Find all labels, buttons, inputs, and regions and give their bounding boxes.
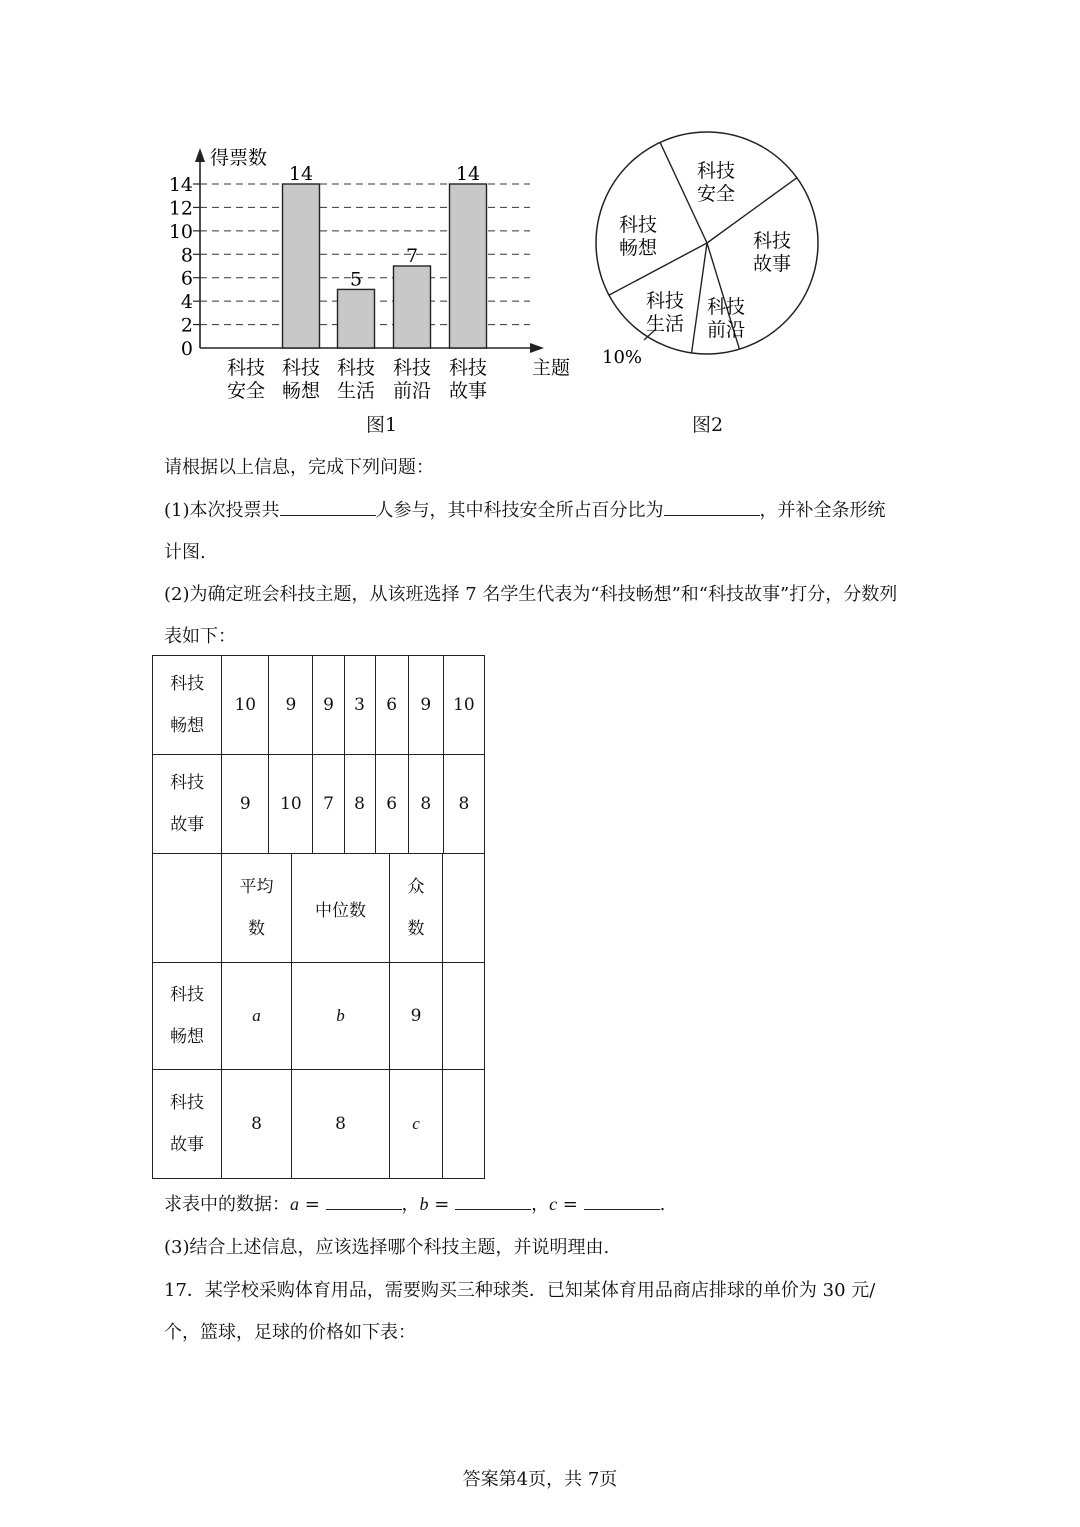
x-tick-label: 故事 bbox=[448, 380, 488, 402]
var-b: b bbox=[419, 1194, 429, 1214]
score-cell: 9 bbox=[269, 656, 313, 755]
comma: ， bbox=[401, 1194, 420, 1215]
y-axis-title: 得票数 bbox=[210, 147, 268, 169]
y-axis-arrow bbox=[195, 148, 205, 162]
score-cell: 10 bbox=[269, 755, 313, 854]
x-tick-label: 科技 bbox=[226, 357, 266, 379]
question-17: 17．某学校采购体育用品，需要购买三种球类．已知某体育用品商店排球的单价为 30 元/ bbox=[164, 1280, 876, 1301]
y-tick-label: 6 bbox=[180, 267, 193, 290]
stat-cell: 9 bbox=[390, 963, 443, 1070]
page-footer: 答案第4页，共 7页 bbox=[462, 1469, 618, 1490]
bar bbox=[338, 289, 375, 348]
score-cell: 6 bbox=[375, 656, 408, 755]
question-1-cont: 计图. bbox=[164, 542, 206, 563]
stat-cell: a bbox=[222, 963, 292, 1070]
row-label: 科技 故事 bbox=[153, 755, 222, 854]
slice-annotation: 10% bbox=[602, 347, 643, 368]
slice-label: 安全 bbox=[696, 183, 736, 205]
bar-value-label: 14 bbox=[455, 163, 481, 185]
question-2-cont: 表如下： bbox=[164, 626, 236, 647]
slice-label: 畅想 bbox=[618, 237, 658, 259]
comma: ， bbox=[531, 1194, 550, 1215]
score-cell: 3 bbox=[344, 656, 375, 755]
question-3: (3)结合上述信息，应该选择哪个科技主题，并说明理由. bbox=[164, 1237, 610, 1258]
x-tick-label: 生活 bbox=[336, 380, 376, 402]
y-tick-label: 8 bbox=[180, 244, 193, 267]
slice-label: 科技 bbox=[618, 214, 658, 236]
stat-cell: c bbox=[390, 1070, 443, 1179]
slice-label: 科技 bbox=[645, 290, 685, 312]
bar-value-label: 7 bbox=[405, 245, 419, 267]
header-mode: 众 数 bbox=[390, 854, 443, 963]
score-cell: 9 bbox=[222, 755, 269, 854]
y-tick-label: 14 bbox=[168, 174, 193, 196]
score-cell: 8 bbox=[443, 755, 484, 854]
q1-text-3: ，并补全条形统 bbox=[759, 500, 886, 521]
slice-label: 科技 bbox=[706, 296, 746, 318]
scores-table bbox=[152, 655, 485, 854]
question-1 bbox=[164, 496, 886, 522]
y-tick-label: 10 bbox=[168, 220, 193, 243]
score-cell: 9 bbox=[313, 656, 344, 755]
q1-text-2: 人参与，其中科技安全所占百分比为 bbox=[375, 500, 664, 521]
x-tick-label: 前沿 bbox=[392, 380, 432, 402]
bar-chart bbox=[150, 140, 570, 410]
score-cell: 7 bbox=[313, 755, 344, 854]
figure1-caption: 图1 bbox=[366, 414, 398, 436]
header-median: 中位数 bbox=[292, 854, 390, 963]
x-tick-label: 科技 bbox=[392, 357, 432, 379]
score-cell: 10 bbox=[443, 656, 484, 755]
x-axis-title: 主题 bbox=[532, 357, 570, 379]
question-17-cont: 个，篮球，足球的价格如下表： bbox=[164, 1322, 416, 1343]
empty-cell bbox=[443, 1070, 485, 1179]
x-tick-label: 科技 bbox=[336, 357, 376, 379]
bar-value-label: 5 bbox=[349, 268, 363, 291]
q1-text-1: (1)本次投票共 bbox=[164, 500, 280, 521]
y-tick-label: 12 bbox=[168, 197, 193, 220]
header-mean: 平均 数 bbox=[222, 854, 292, 963]
score-cell: 10 bbox=[222, 656, 269, 755]
x-tick-label: 畅想 bbox=[281, 380, 321, 402]
row-label: 科技 故事 bbox=[153, 1070, 222, 1179]
answer-blank-b[interactable] bbox=[455, 1191, 531, 1210]
slice-label: 故事 bbox=[752, 253, 792, 275]
slice-label: 前沿 bbox=[706, 319, 746, 341]
intro-text: 请根据以上信息，完成下列问题： bbox=[164, 457, 434, 478]
ask-prefix: 求表中的数据： bbox=[164, 1194, 290, 1215]
x-axis-arrow bbox=[530, 343, 544, 353]
bar bbox=[283, 184, 320, 348]
pie-chart bbox=[580, 130, 830, 375]
ask-values bbox=[164, 1190, 665, 1216]
stat-cell: 8 bbox=[222, 1070, 292, 1179]
var-c: c bbox=[549, 1194, 558, 1214]
stat-cell: b bbox=[292, 963, 390, 1070]
eq-sign: = bbox=[428, 1194, 456, 1215]
var-a: a bbox=[290, 1194, 299, 1214]
figure2-caption: 图2 bbox=[692, 414, 724, 436]
empty-corner bbox=[153, 854, 222, 963]
empty-cell bbox=[443, 963, 485, 1070]
slice-label: 科技 bbox=[696, 160, 736, 182]
stats-table bbox=[152, 853, 485, 1179]
answer-blank-a[interactable] bbox=[326, 1191, 402, 1210]
eq-sign: = bbox=[299, 1194, 326, 1215]
score-cell: 8 bbox=[344, 755, 375, 854]
y-tick-label: 2 bbox=[180, 314, 193, 337]
stat-cell: 8 bbox=[292, 1070, 390, 1179]
score-cell: 6 bbox=[375, 755, 408, 854]
row-label: 科技 畅想 bbox=[153, 963, 222, 1070]
bar-value-label: 14 bbox=[288, 163, 314, 185]
answer-blank-total[interactable] bbox=[280, 497, 376, 516]
answer-blank-c[interactable] bbox=[584, 1191, 660, 1210]
y-tick-label: 0 bbox=[180, 338, 193, 360]
row-label: 科技 畅想 bbox=[153, 656, 222, 755]
empty-cell bbox=[443, 854, 485, 963]
period: . bbox=[659, 1194, 666, 1215]
x-tick-label: 科技 bbox=[281, 357, 321, 379]
answer-blank-percent[interactable] bbox=[664, 497, 760, 516]
question-2: (2)为确定班会科技主题，从该班选择 7 名学生代表为“科技畅想”和“科技故事”打分，分数列 bbox=[164, 584, 898, 605]
x-tick-label: 安全 bbox=[226, 380, 266, 402]
y-tick-label: 4 bbox=[180, 291, 193, 314]
score-cell: 9 bbox=[408, 656, 443, 755]
bar bbox=[450, 184, 487, 348]
x-tick-label: 科技 bbox=[448, 357, 488, 379]
score-cell: 8 bbox=[408, 755, 443, 854]
slice-label: 生活 bbox=[645, 313, 685, 335]
slice-label: 科技 bbox=[752, 230, 792, 252]
eq-sign: = bbox=[557, 1194, 584, 1215]
bar bbox=[394, 266, 431, 348]
